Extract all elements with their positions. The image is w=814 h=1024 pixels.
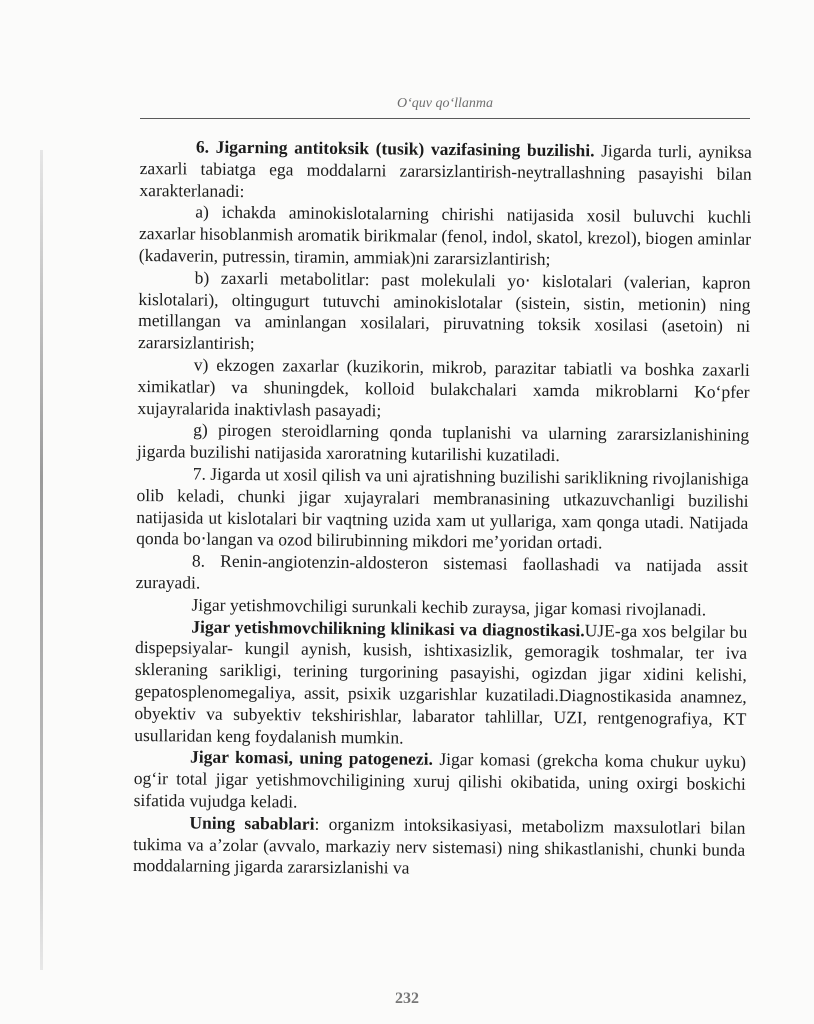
paragraph-text: 8. Renin-angiotenzin-aldosteron sistemasi faollashadi va natijada assit zurayadi.: [135, 550, 748, 593]
paragraph-item-a: [139, 201, 752, 272]
paragraph-text: : organizm intoksikasiyasi, metabolizm maxsulotlari bilan tukima va a’zolar (avvalo, markaziy nerv sistemasi) ning shikastlanishi, chunki bunda moddalarning jigarda zararsizlanishi va: [132, 813, 746, 878]
paragraph-point-8: [136, 550, 748, 599]
paragraph-clinic-diagnostics: [134, 616, 747, 753]
paragraph-text: g) pirogen steroidlarning qonda tuplanishi va ularning zararsizlanishining jigarda buzilishi natijasida xaroratning kutarilishi kuzatiladi.: [136, 419, 750, 466]
paragraph-text: Jigar yetishmovchiligi surunkali kechib zuraysa, jigar komasi rivojlanadi.: [191, 594, 707, 620]
paragraph-item-v: [137, 354, 750, 425]
paragraph-antitoxic: [139, 136, 752, 207]
book-spine-shadow: [40, 150, 43, 970]
running-header: [140, 96, 750, 119]
paragraph-causes: [133, 812, 746, 883]
paragraph-coma-pathogenesis: [134, 746, 747, 817]
body-text: [133, 136, 752, 883]
paragraph-lead: Uning sabablari: [189, 812, 315, 834]
paragraph-item-b: [138, 267, 751, 360]
running-title: O‘quv qo‘llanma: [396, 96, 494, 111]
paragraph-text: v) ekzogen zaxarlar (kuzikorin, mikrob, parazitar tabiatli va boshka zaxarli ximikatlar) va shuningdek, kolloid bulakchalari xamda mikroblarni Ko‘pfer xujayralarida inaktivlash pasayadi;: [137, 354, 750, 420]
paragraph-text: Jigar komasi (grekcha koma chukur uyku) og‘ir total jigar yetishmovchiligining xuruj qilishi okibatida, uning oxirgi boskichi sifatida vujudga keladi.: [133, 749, 747, 812]
page-number: 232: [395, 990, 419, 1007]
paragraph-lead: 6. Jigarning antitoksik (tusik) vazifasining buzilishi.: [195, 136, 595, 161]
paragraph-item-g: [137, 419, 749, 468]
paragraph-lead: Jigar komasi, uning patogenezi.: [189, 746, 433, 770]
paragraph-lead: Jigar yetishmovchilikning klinikasi va diagnostikasi.: [191, 616, 585, 640]
paragraph-text: UJE-ga xos belgilar bu dispepsiyalar- kungil aynish, kusish, ishtixasizlik, gemoragik toshmalar, ter iva skleraning sarikligi, terining turgorining pasayishi, ogizdan jigar xidini kelishi, gepatosplenomegaliya, assit, psixik uzgarishlar kuzatiladi.Diagnostikasida anamnez, obyektiv va subyektiv tekshirishlar, labarator tahlillar, UZI, rentgenografiya, KT usullaridan keng foydalanish mumkin.: [134, 619, 748, 748]
paragraph-point-7: [136, 463, 749, 556]
paragraph-text: 7. Jigarda ut xosil qilish va uni ajratishning buzilishi sariklikning rivojlanishiga olib keladi, chunki jigar xujayralari membranasining utkazuvchanligi buzilishi natijasida ut kislotalari bir vaqtning uzida xam ut yullariga, xam qonga utadi. Natijada qonda bo‧langan va ozod bilirubinning mikdori me’yoridan ortadi.: [136, 463, 749, 553]
paragraph-text: b) zaxarli metabolitlar: past molekulali yo‧ kislotalari (valerian, kapron kislotalari), oltingugurt tutuvchi aminokislotalar (sistein, sistin, metionin) ning metillangan va aminlangan xosilalari, piruvatning toksik xosilasi (asetoin) ni zararsizlantirish;: [137, 267, 751, 354]
paragraph-text: a) ichakda aminokislotalarning chirishi natijasida xosil buluvchi kuchli zaxarlar hisoblanmish aromatik birikmalar (fenol, indol, skatol, krezol), biogen aminlar (kadaverin, putressin, tiramin, ammiak)ni zararsizlantirish;: [138, 201, 752, 269]
paragraph-text: Jigarda turli, ayniksa zaxarli tabiatga ega moddalarni zararsizlantirish-neytrallashning pasayishi bilan xarakterlanadi:: [139, 140, 752, 201]
